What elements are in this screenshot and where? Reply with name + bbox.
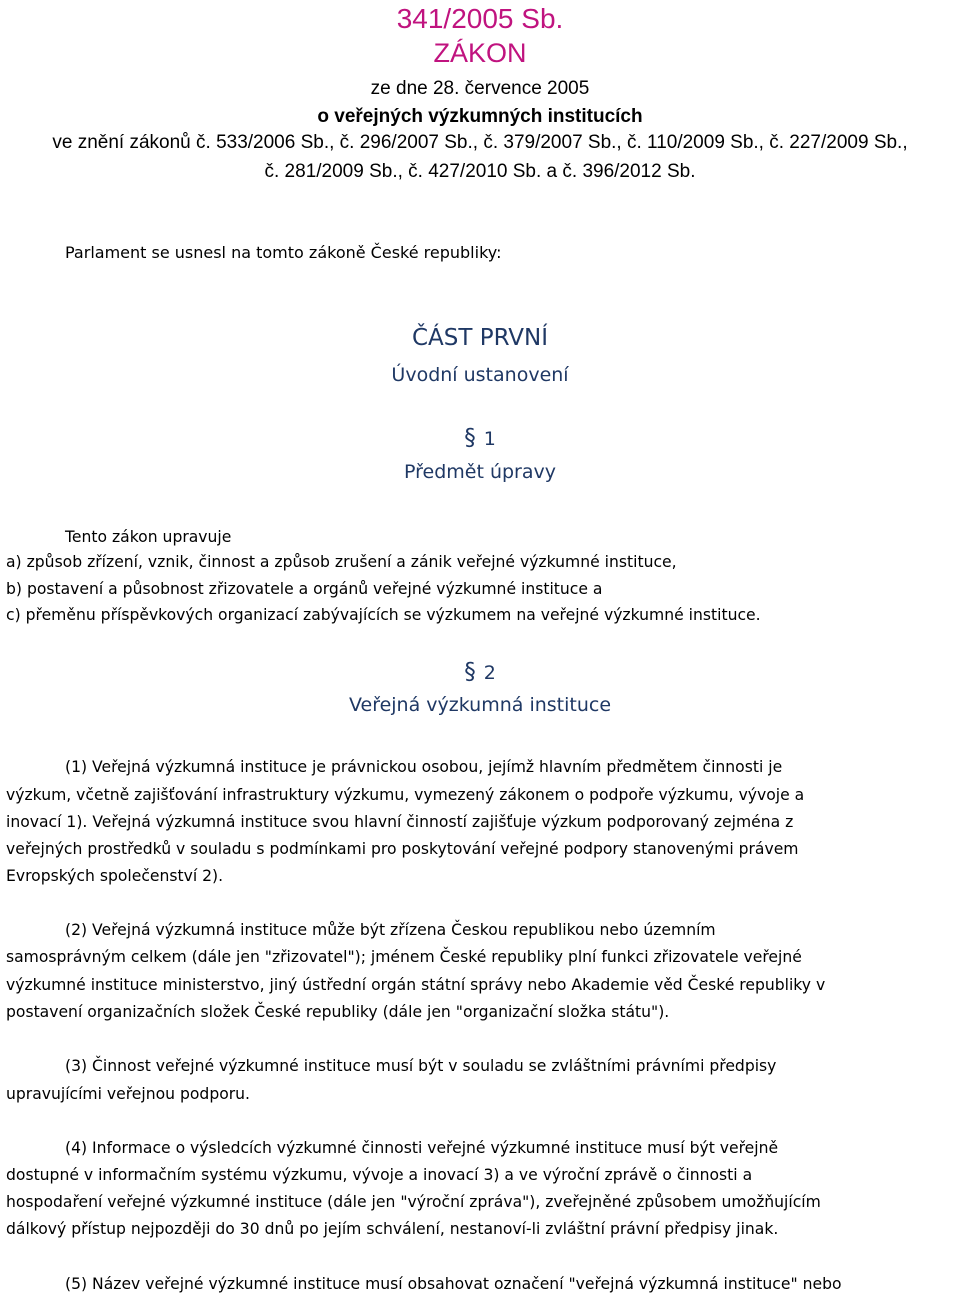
paragraph-1-line: veřejných prostředků v souladu s podmínkami pro poskytování veřejné podpory stanovenými právem: [6, 840, 799, 858]
law-subject: o veřejných výzkumných institucích: [317, 106, 643, 127]
paragraph-2-line: (2) Veřejná výzkumná instituce může být zřízena Českou republikou nebo územním: [65, 921, 716, 939]
paragraph-4-line: dálkový přístup nejpozději do 30 dnů po jejím schválení, nestanoví-li zvláštní právní předpisy jinak.: [6, 1220, 779, 1238]
section-2-number: [0, 659, 960, 685]
paragraph-3-line: (3) Činnost veřejné výzkumné instituce musí být v souladu se zvláštními právními předpisy: [65, 1057, 777, 1075]
paragraph-4-line: (4) Informace o výsledcích výzkumné činnosti veřejné výzkumné instituce musí být veřejně: [65, 1139, 779, 1157]
paragraph-1-line: inovací 1). Veřejná výzkumná instituce svou hlavní činností zajišťuje výzkum podporovaný zejména z: [6, 813, 794, 831]
paragraph-1-line: (1) Veřejná výzkumná instituce je právnickou osobou, jejímž hlavním předmětem činnosti je: [65, 758, 783, 776]
amendments-line-2: č. 281/2009 Sb., č. 427/2010 Sb. a č. 396/2012 Sb.: [264, 161, 696, 182]
section-number: 2: [483, 662, 496, 684]
section-2-title: Veřejná výzkumná instituce: [348, 694, 612, 716]
paragraph-1-line: Evropských společenství 2).: [6, 867, 224, 885]
law-number: 341/2005 Sb.: [396, 3, 564, 34]
section-sign: §: [464, 659, 476, 685]
section-1-line: Tento zákon upravuje: [65, 528, 232, 546]
section-number: 1: [483, 428, 496, 450]
paragraph-1-line: výzkum, včetně zajišťování infrastruktury výzkumu, vymezený zákonem o podpoře výzkumu, vývoje a: [6, 786, 805, 804]
paragraph-2-line: výzkumné instituce ministerstvo, jiný ústřední orgán státní správy nebo Akademie věd České republiky v: [6, 976, 826, 994]
section-1-line: b) postavení a působnost zřizovatele a orgánů veřejné výzkumné instituce a: [6, 580, 603, 598]
enactment-clause: Parlament se usnesl na tomto zákoně České republiky:: [65, 243, 502, 262]
amendments-line-1: ve znění zákonů č. 533/2006 Sb., č. 296/2007 Sb., č. 379/2007 Sb., č. 110/2009 Sb., č. 227/2009 Sb.,: [52, 132, 908, 153]
paragraph-5-line: (5) Název veřejné výzkumné instituce musí obsahovat označení "veřejná výzkumná instituce" nebo: [65, 1275, 842, 1293]
paragraph-4-line: hospodaření veřejné výzkumné instituce (dále jen "výroční zpráva"), zveřejněné způsobem umožňujícím: [6, 1193, 821, 1211]
paragraph-2-line: samosprávným celkem (dále jen "zřizovatel"); jménem České republiky plní funkci zřizovatele veřejné: [6, 948, 802, 966]
paragraph-2-line: postavení organizačních složek České republiky (dále jen "organizační složka státu").: [6, 1003, 670, 1021]
section-1-number: [0, 425, 960, 451]
law-type: ZÁKON: [433, 38, 527, 68]
section-sign: §: [464, 425, 476, 451]
section-1-line: a) způsob zřízení, vznik, činnost a způsob zrušení a zánik veřejné výzkumné instituce,: [6, 553, 677, 571]
section-1-title: Předmět úpravy: [404, 461, 556, 483]
law-date: ze dne 28. července 2005: [370, 78, 590, 99]
paragraph-4-line: dostupné v informačním systému výzkumu, vývoje a inovací 3) a ve výroční zprávě o činnosti a: [6, 1166, 753, 1184]
section-1-line: c) přeměnu příspěvkových organizací zabývajících se výzkumem na veřejné výzkumné instituce.: [6, 606, 761, 624]
part-title: ČÁST PRVNÍ: [411, 325, 549, 351]
part-subtitle: Úvodní ustanovení: [391, 364, 569, 386]
paragraph-3-line: upravujícími veřejnou podporu.: [6, 1085, 251, 1103]
